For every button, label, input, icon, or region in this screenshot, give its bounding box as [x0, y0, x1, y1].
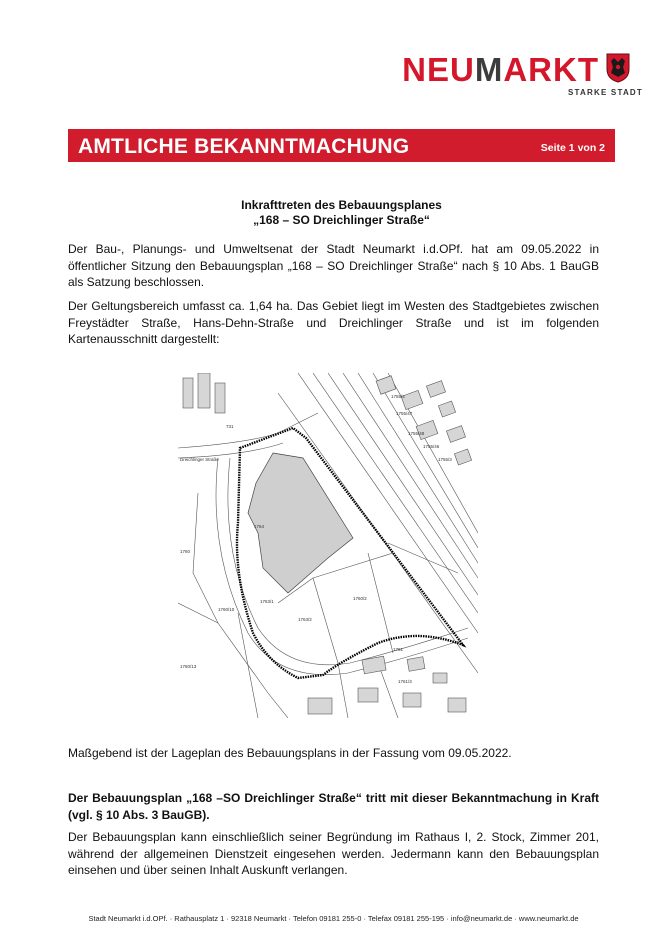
city-logo	[402, 53, 599, 86]
page-indicator: Seite 1 von 2	[540, 142, 605, 154]
page-footer: Stadt Neumarkt i.d.OPf. · Rathausplatz 1 · 92318 Neumarkt · Telefon 09181 255-0 · Telefax 09181 255-195 · info@neumarkt.de · www.neumarkt.de	[88, 914, 579, 923]
document-heading	[68, 198, 615, 228]
svg-text:1755/3: 1755/3	[438, 457, 452, 462]
svg-text:1760/13: 1760/13	[180, 664, 197, 669]
svg-text:1764: 1764	[254, 524, 265, 529]
svg-text:1755/47: 1755/47	[396, 411, 413, 416]
logo-tagline: STARKE STADT	[568, 88, 643, 97]
paragraph-area: Der Geltungsbereich umfasst ca. 1,64 ha. Das Gebiet liegt im Westen des Stadtgebietes zwischen Freystädter Straße, Hans-Dehn-Straße und Dreichlinger Straße und ist im folgenden Kartenausschnitt dargestellt:	[68, 299, 599, 346]
svg-text:1763/1: 1763/1	[260, 599, 274, 604]
map-drawing	[178, 373, 478, 718]
svg-text:1763/2: 1763/2	[298, 617, 312, 622]
heading-line-1: Inkrafttreten des Bebauungsplanes	[241, 198, 442, 212]
banner-title: AMTLICHE BEKANNTMACHUNG	[78, 135, 410, 158]
logo-wordmark: NEUMARKT	[402, 51, 599, 88]
svg-text:1755/4: 1755/4	[391, 394, 405, 399]
svg-text:1760/2: 1760/2	[353, 596, 367, 601]
svg-text:1755/48: 1755/48	[408, 431, 425, 436]
svg-text:1755/46: 1755/46	[423, 444, 440, 449]
svg-text:1760/10: 1760/10	[218, 607, 235, 612]
announcement-banner	[68, 129, 615, 162]
coat-of-arms-icon	[606, 53, 630, 83]
paragraph-inspection: Der Bebauungsplan kann einschließlich seiner Begründung im Rathaus I, 2. Stock, Zimmer 201, während der allgemeinen Dienstzeit eingesehen werden. Jedermann kann den Bebauungsplan einsehen und über seinen Inhalt Auskunft verlangen.	[68, 830, 599, 877]
svg-text:731: 731	[226, 424, 234, 429]
svg-text:1760: 1760	[180, 549, 191, 554]
heading-line-2: „168 – SO Dreichlinger Straße“	[253, 213, 430, 227]
svg-text:1761: 1761	[393, 647, 404, 652]
paragraph-resolution: Der Bau-, Planungs- und Umweltsenat der Stadt Neumarkt i.d.OPf. hat am 09.05.2022 in öffentlicher Sitzung den Bebauungsplan „168 – SO Dreichlinger Straße“ nach § 10 Abs. 1 BauGB als Satzung beschlossen.	[68, 242, 599, 289]
svg-text:1761/3: 1761/3	[398, 679, 412, 684]
street-label: Dreichlinger Straße	[180, 457, 219, 462]
paragraph-reference: Maßgebend ist der Lageplan des Bebauungsplans in der Fassung vom 09.05.2022.	[68, 746, 512, 760]
paragraph-in-force: Der Bebauungsplan „168 –SO Dreichlinger Straße“ tritt mit dieser Bekanntmachung in Kraft (vgl. § 10 Abs. 3 BauGB).	[68, 791, 599, 822]
site-plan-map	[178, 373, 478, 718]
